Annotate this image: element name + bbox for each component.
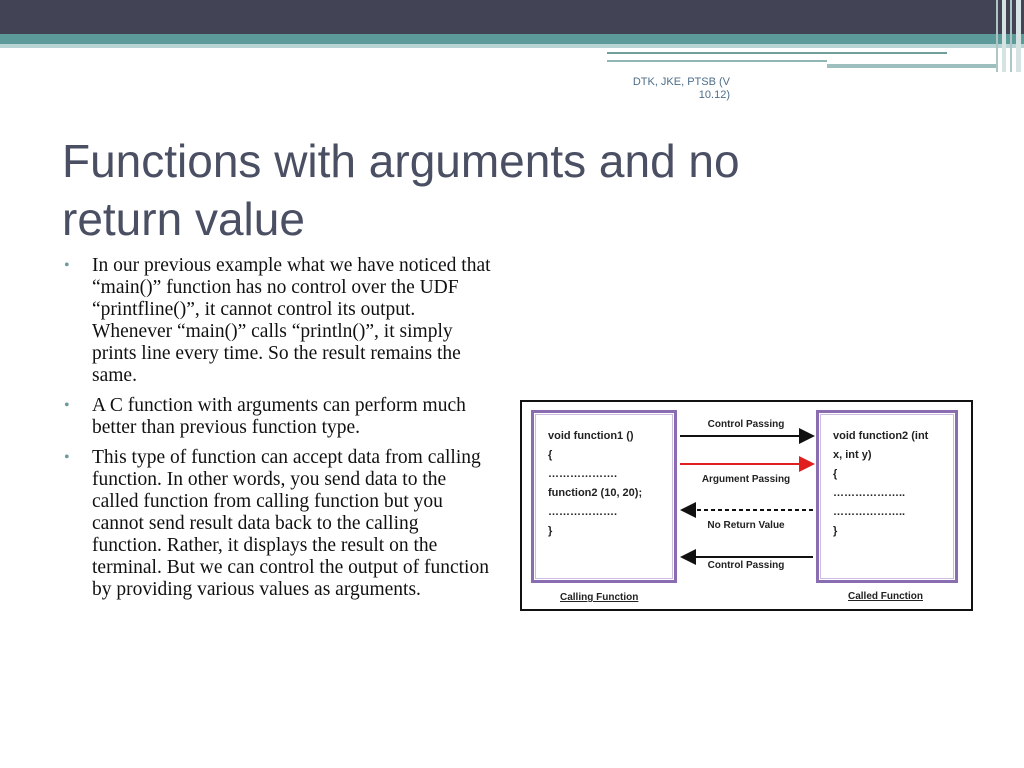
bullet-text: This type of function can accept data from calling function. In other words, you send data to the called function from calling function but you cannot send result data back to the calling function. Rather, it displays the result on the terminal. But we can control the output of function by providing various values as arguments. (92, 447, 489, 600)
bullet-dot-icon: • (64, 397, 70, 414)
code-line: void function2 (int (833, 430, 929, 442)
title-line-1: Functions with arguments and no (62, 135, 740, 187)
bullet-text: In our previous example what we have noticed that “main()” function has no control over the UDF “printfline()”, it cannot control its output. Whenever “main()” calls “println()”, it simply prints line every time. So the result remains the same. (92, 255, 491, 386)
code-line: ………………. (548, 506, 618, 518)
code-line: } (548, 525, 553, 537)
teal-band (0, 34, 1024, 44)
slide-footer (610, 76, 730, 102)
bullet-dot-icon: • (64, 449, 70, 466)
title-line-2: return value (62, 193, 305, 245)
code-line: ……………….. (833, 487, 906, 499)
code-line: function2 (10, 20); (548, 487, 643, 499)
bullet-text: A C function with arguments can perform much better than previous function type. (92, 395, 466, 438)
slide-title (62, 132, 862, 248)
decorative-line (827, 64, 997, 68)
bullet-list (62, 255, 492, 609)
function-flow-diagram (520, 400, 973, 611)
top-banner (0, 0, 1024, 34)
code-line: ……………….. (833, 506, 906, 518)
decorative-stripes (994, 0, 1024, 72)
code-line: { (833, 468, 838, 480)
bullet-item (62, 395, 492, 439)
called-function-caption: Called Function (848, 591, 923, 602)
footer-line-1: DTK, JKE, PTSB (V (632, 76, 730, 88)
bullet-item (62, 447, 492, 601)
arrow-label-no-return: No Return Value (707, 520, 785, 531)
decorative-line (607, 60, 827, 62)
code-line: ………………. (548, 468, 618, 480)
teal-band-light (0, 44, 1024, 48)
decorative-line (607, 52, 947, 54)
bullet-dot-icon: • (64, 257, 70, 274)
calling-function-caption: Calling Function (560, 592, 639, 603)
code-line: } (833, 525, 838, 537)
arrow-label-control-passing-back: Control Passing (707, 560, 785, 571)
arrow-label-argument-passing: Argument Passing (701, 474, 791, 485)
code-line: x, int y) (833, 449, 872, 461)
code-line: { (548, 449, 553, 461)
code-line: void function1 () (548, 430, 634, 442)
footer-line-2: 10.12) (698, 89, 730, 101)
bullet-item (62, 255, 492, 387)
arrow-label-control-passing: Control Passing (707, 419, 785, 430)
